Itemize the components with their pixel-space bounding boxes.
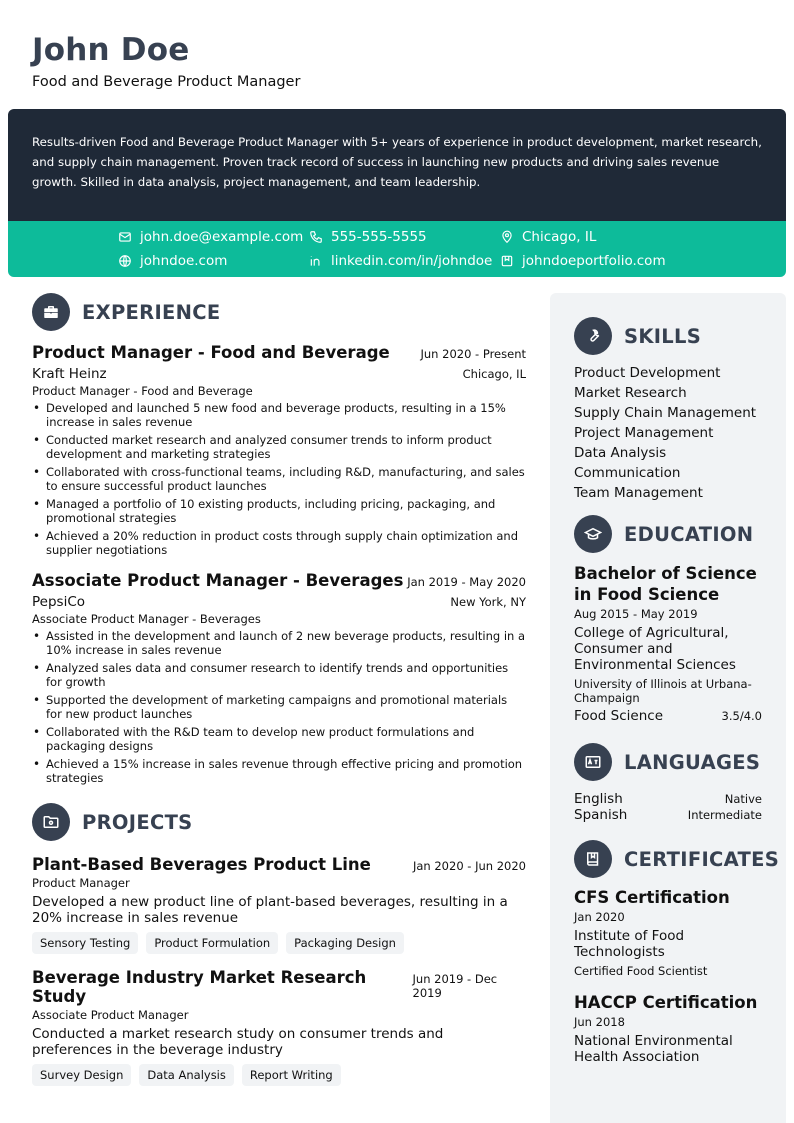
job-bullet: • Developed and launched 5 new food and beverage products, resulting in a 15% increase in sales revenue (46, 401, 526, 429)
project-tag: Survey Design (32, 1064, 131, 1086)
job-bullet: • Collaborated with cross-functional teams, including R&D, manufacturing, and sales to ensure successful product launches (46, 465, 526, 493)
language-name: English (574, 791, 623, 807)
graduation-cap-icon (574, 515, 612, 553)
job-date: Jun 2020 - Present (420, 347, 526, 361)
certificate-entry (574, 887, 762, 978)
job-bullet: • Managed a portfolio of 10 existing products, including pricing, packaging, and promotional strategies (46, 497, 526, 525)
contact-phone[interactable] (309, 229, 427, 245)
project-entry (32, 855, 526, 954)
sidebar (550, 293, 786, 1123)
project-tag: Product Formulation (146, 932, 278, 954)
location-pin-icon (500, 230, 514, 244)
job-location: New York, NY (450, 595, 526, 609)
job-bullet: • Conducted market research and analyzed consumer trends to inform product development and marketing strategies (46, 433, 526, 461)
skill-item: Data Analysis (574, 445, 667, 461)
experience-heading (32, 293, 526, 331)
book-icon (574, 840, 612, 878)
certificate-name: CFS Certification (574, 888, 730, 907)
linkedin-icon (309, 254, 323, 268)
contact-location-text: Chicago, IL (522, 229, 597, 245)
contact-bar (8, 221, 786, 277)
languages-heading (574, 743, 762, 781)
resume-header (32, 30, 300, 90)
contact-website-text: johndoe.com (140, 253, 228, 269)
project-title: Beverage Industry Market Research Study (32, 968, 367, 1006)
project-tag: Data Analysis (139, 1064, 234, 1086)
languages-list (574, 791, 762, 823)
main-column (32, 293, 526, 1086)
education-college: College of Agricultural, Consumer and Environmental Sciences (574, 625, 736, 673)
education-title: EDUCATION (624, 522, 754, 546)
folder-icon (32, 803, 70, 841)
education-entry (574, 563, 762, 724)
education-university: University of Illinois at Urbana-Champaign (574, 677, 752, 705)
contact-portfolio[interactable] (500, 253, 666, 269)
globe-icon (118, 254, 132, 268)
languages-title: LANGUAGES (624, 750, 761, 774)
certificate-entry (574, 992, 762, 1065)
contact-phone-text: 555-555-5555 (331, 229, 427, 245)
project-tags (32, 932, 526, 954)
contact-location (500, 229, 596, 245)
job-bullets (32, 629, 526, 785)
summary-text: Results-driven Food and Beverage Product Manager with 5+ years of experience in product development, market research, and supply chain management. Proven track record of success in launching new products and driving sales revenue growth. Skilled in data analysis, project management, and team leadership. (8, 109, 786, 221)
project-tag: Report Writing (242, 1064, 341, 1086)
skill-item: Communication (574, 465, 681, 481)
project-date: Jun 2019 - Dec 2019 (412, 972, 498, 1000)
experience-entry (32, 343, 526, 557)
job-bullets (32, 401, 526, 557)
project-role: Associate Product Manager (32, 1008, 189, 1022)
education-date: Aug 2015 - May 2019 (574, 607, 698, 621)
portfolio-icon (500, 254, 514, 268)
certificate-date: Jan 2020 (574, 910, 625, 924)
certificate-credential: Certified Food Scientist (574, 964, 708, 978)
job-location: Chicago, IL (462, 367, 526, 381)
contact-email-text: john.doe@example.com (140, 229, 304, 245)
job-bullet: • Achieved a 15% increase in sales revenue through effective pricing and promotion strategies (46, 757, 526, 785)
briefcase-icon (32, 293, 70, 331)
project-tags (32, 1064, 526, 1086)
job-role: Associate Product Manager - Beverages (32, 612, 261, 626)
project-tag: Packaging Design (286, 932, 404, 954)
wrench-icon (574, 317, 612, 355)
mail-icon (118, 230, 132, 244)
skill-item: Product Development (574, 365, 721, 381)
contact-linkedin[interactable] (309, 253, 492, 269)
education-degree: Bachelor of Science in Food Science (574, 564, 757, 604)
job-company: PepsiCo (32, 594, 86, 610)
certificate-issuer: National Environmental Health Association (574, 1033, 733, 1065)
job-title: Product Manager - Food and Beverage (32, 343, 390, 362)
experience-entry (32, 571, 526, 785)
language-level: Intermediate (687, 808, 762, 822)
translate-icon (574, 743, 612, 781)
certificate-date: Jun 2018 (574, 1015, 625, 1029)
skills-list (574, 363, 762, 503)
phone-icon (309, 230, 323, 244)
project-role: Product Manager (32, 876, 130, 890)
project-date: Jan 2020 - Jun 2020 (412, 859, 526, 873)
job-title: Associate Product Manager - Beverages (32, 571, 404, 590)
education-gpa: 3.5/4.0 (721, 709, 762, 723)
certificates-title: CERTIFICATES (624, 847, 780, 871)
skills-title: SKILLS (624, 324, 702, 348)
candidate-name: John Doe (32, 32, 190, 68)
job-company: Kraft Heinz (32, 366, 107, 382)
education-field: Food Science (574, 708, 663, 724)
projects-heading (32, 803, 526, 841)
certificate-issuer: Institute of Food Technologists (574, 928, 685, 960)
job-bullet: • Collaborated with the R&D team to develop new product formulations and packaging designs (46, 725, 526, 753)
skill-item: Project Management (574, 425, 714, 441)
contact-email[interactable] (118, 229, 303, 245)
projects-title: PROJECTS (82, 810, 193, 834)
education-heading (574, 515, 762, 553)
language-name: Spanish (574, 807, 628, 823)
project-tag: Sensory Testing (32, 932, 138, 954)
certificates-heading (574, 840, 780, 878)
project-entry (32, 968, 526, 1086)
job-bullet: • Analyzed sales data and consumer research to identify trends and opportunities for growth (46, 661, 526, 689)
project-description: Developed a new product line of plant-based beverages, resulting in a 20% increase in sales revenue (32, 894, 508, 926)
skill-item: Team Management (574, 485, 703, 501)
skills-heading (574, 317, 762, 355)
language-level: Native (724, 792, 762, 806)
summary-panel (8, 109, 786, 277)
job-bullet: • Achieved a 20% reduction in product costs through supply chain optimization and supplier negotiations (46, 529, 526, 557)
project-title: Plant-Based Beverages Product Line (32, 855, 371, 874)
skill-item: Supply Chain Management (574, 405, 757, 421)
contact-linkedin-text: linkedin.com/in/johndoe (331, 253, 493, 269)
contact-portfolio-text: johndoeportfolio.com (522, 253, 666, 269)
project-description: Conducted a market research study on consumer trends and preferences in the beverage industry (32, 1026, 444, 1058)
certificate-name: HACCP Certification (574, 993, 758, 1012)
experience-title: EXPERIENCE (82, 300, 221, 324)
job-date: Jan 2019 - May 2020 (407, 575, 526, 589)
job-bullet: • Supported the development of marketing campaigns and promotional materials for new product launches (46, 693, 526, 721)
contact-website[interactable] (118, 253, 227, 269)
candidate-title: Food and Beverage Product Manager (32, 74, 301, 90)
skill-item: Market Research (574, 385, 687, 401)
job-role: Product Manager - Food and Beverage (32, 384, 253, 398)
job-bullet: • Assisted in the development and launch of 2 new beverage products, resulting in a 10% increase in sales revenue (46, 629, 526, 657)
